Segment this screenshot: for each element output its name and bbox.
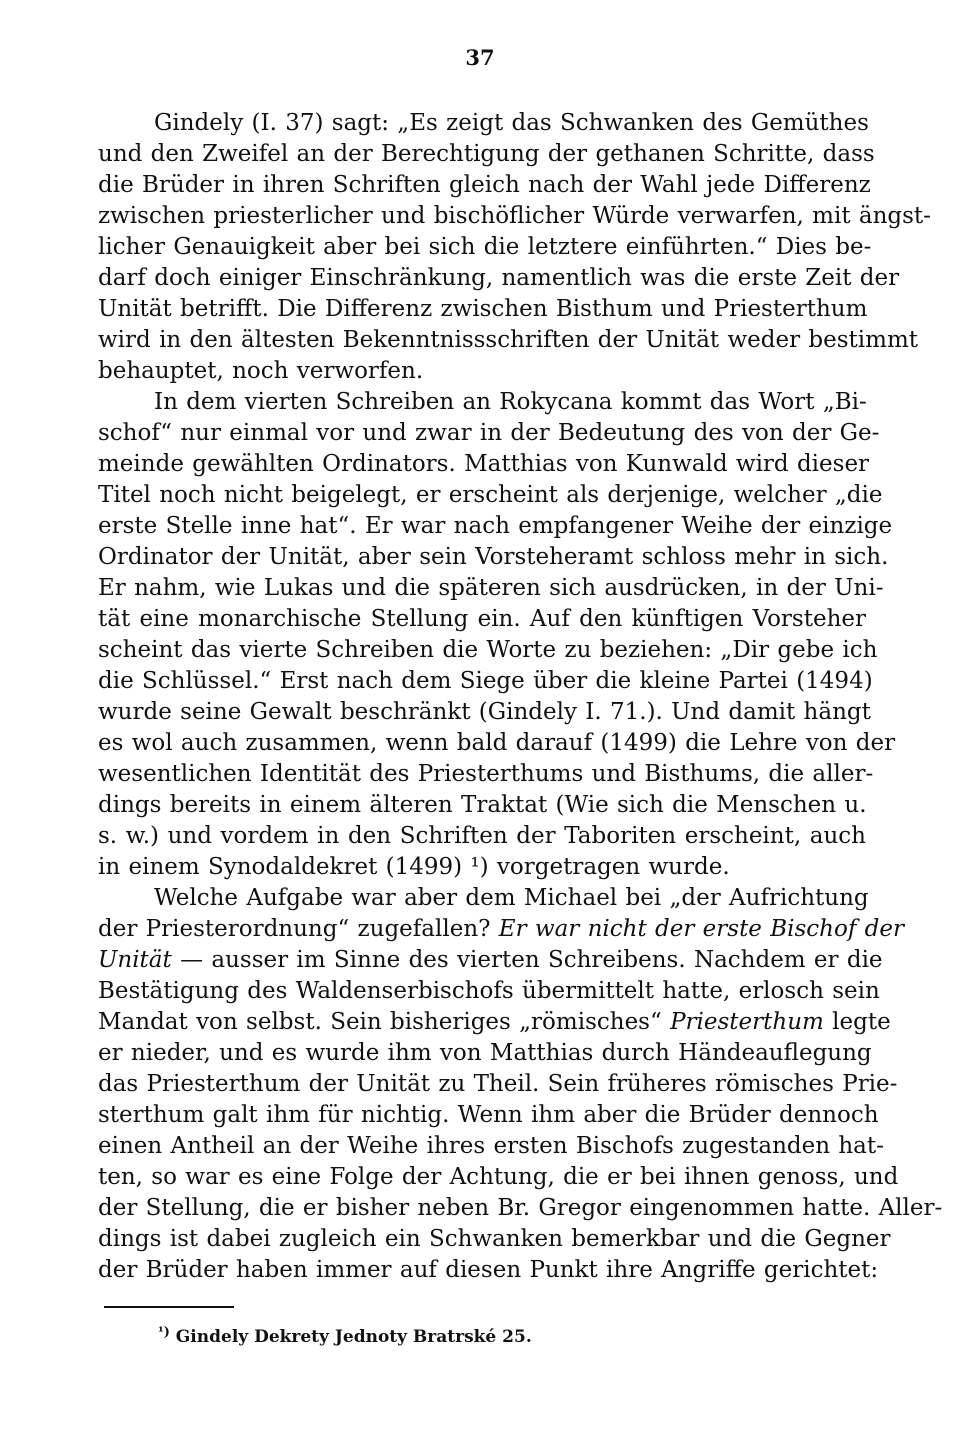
body-line: Titel noch nicht beigelegt, er erscheint als derjenige, welcher „die [98, 482, 883, 508]
body-line: In dem vierten Schreiben an Rokycana kommt das Wort „Bi- [154, 389, 867, 415]
body-line: und den Zweifel an der Berechtigung der gethanen Schritte, dass [98, 141, 875, 167]
body-line: Welche Aufgabe war aber dem Michael bei „der Aufrichtung [154, 885, 869, 911]
body-line: der Priesterordnung“ zugefallen? Er war nicht der erste Bischof der [98, 916, 904, 942]
body-line: Bestätigung des Waldenserbischofs übermittelt hatte, erlosch sein [98, 978, 880, 1004]
body-line: Ordinator der Unität, aber sein Vorsteheramt schloss mehr in sich. [98, 544, 889, 570]
body-line: es wol auch zusammen, wenn bald darauf (1499) die Lehre von der [98, 730, 896, 756]
body-line: licher Genauigkeit aber bei sich die letztere einführten.“ Dies be- [98, 234, 872, 260]
body-line: das Priesterthum der Unität zu Theil. Sein früheres römisches Prie- [98, 1071, 898, 1097]
body-line: er nieder, und es wurde ihm von Matthias durch Händeauflegung [98, 1040, 872, 1066]
body-line: meinde gewählten Ordinators. Matthias von Kunwald wird dieser [98, 451, 870, 477]
body-line: Unität — ausser im Sinne des vierten Schreibens. Nachdem er die [98, 947, 883, 973]
body-line: in einem Synodaldekret (1499) ¹) vorgetragen wurde. [98, 854, 730, 880]
body-line: die Schlüssel.“ Erst nach dem Siege über die kleine Partei (1494) [98, 668, 873, 694]
body-line: tät eine monarchische Stellung ein. Auf den künftigen Vorsteher [98, 606, 866, 632]
footnote-divider [104, 1306, 234, 1308]
body-line: dings bereits in einem älteren Traktat (Wie sich die Menschen u. [98, 792, 867, 818]
body-line: sterthum galt ihm für nichtig. Wenn ihm aber die Brüder dennoch [98, 1102, 879, 1128]
body-line: Unität betrifft. Die Differenz zwischen Bisthum und Priesterthum [98, 296, 868, 322]
body-line: wird in den ältesten Bekenntnissschriften der Unität weder bestimmt [98, 327, 918, 353]
body-line: s. w.) und vordem in den Schriften der Taboriten erscheint, auch [98, 823, 866, 849]
body-text [98, 108, 943, 1286]
body-line: Mandat von selbst. Sein bisheriges „römisches“ Priesterthum legte [98, 1009, 891, 1035]
body-line: darf doch einiger Einschränkung, namentlich was die erste Zeit der [98, 265, 900, 291]
body-line: schof“ nur einmal vor und zwar in der Bedeutung des von der Ge- [98, 420, 880, 446]
body-line: der Brüder haben immer auf diesen Punkt ihre Angriffe gerichtet: [98, 1257, 879, 1283]
footnote [158, 1322, 532, 1348]
body-line: Gindely (I. 37) sagt: „Es zeigt das Schwanken des Gemüthes [154, 110, 869, 136]
body-line: einen Antheil an der Weihe ihres ersten Bischofs zugestanden hat- [98, 1133, 884, 1159]
footnote-text: Gindely Dekrety Jednoty Bratrské 25. [175, 1327, 532, 1347]
body-line: dings ist dabei zugleich ein Schwanken bemerkbar und die Gegner [98, 1226, 891, 1252]
body-line: der Stellung, die er bisher neben Br. Gregor eingenommen hatte. Aller- [98, 1195, 943, 1221]
body-line: wurde seine Gewalt beschränkt (Gindely I. 71.). Und damit hängt [98, 699, 871, 725]
body-line: behauptet, noch verworfen. [98, 358, 424, 384]
body-line: zwischen priesterlicher und bischöflicher Würde verwarfen, mit ängst- [98, 203, 931, 229]
footnote-mark: ¹) [158, 1325, 170, 1340]
body-line: Er nahm, wie Lukas und die späteren sich ausdrücken, in der Uni- [98, 575, 884, 601]
body-line: scheint das vierte Schreiben die Worte zu beziehen: „Dir gebe ich [98, 637, 878, 663]
body-line: die Brüder in ihren Schriften gleich nach der Wahl jede Differenz [98, 172, 871, 198]
body-line: wesentlichen Identität des Priesterthums und Bisthums, die aller- [98, 761, 874, 787]
page-number: 37 [465, 45, 495, 70]
body-line: ten, so war es eine Folge der Achtung, die er bei ihnen genoss, und [98, 1164, 899, 1190]
body-line: erste Stelle inne hat“. Er war nach empfangener Weihe der einzige [98, 513, 893, 539]
